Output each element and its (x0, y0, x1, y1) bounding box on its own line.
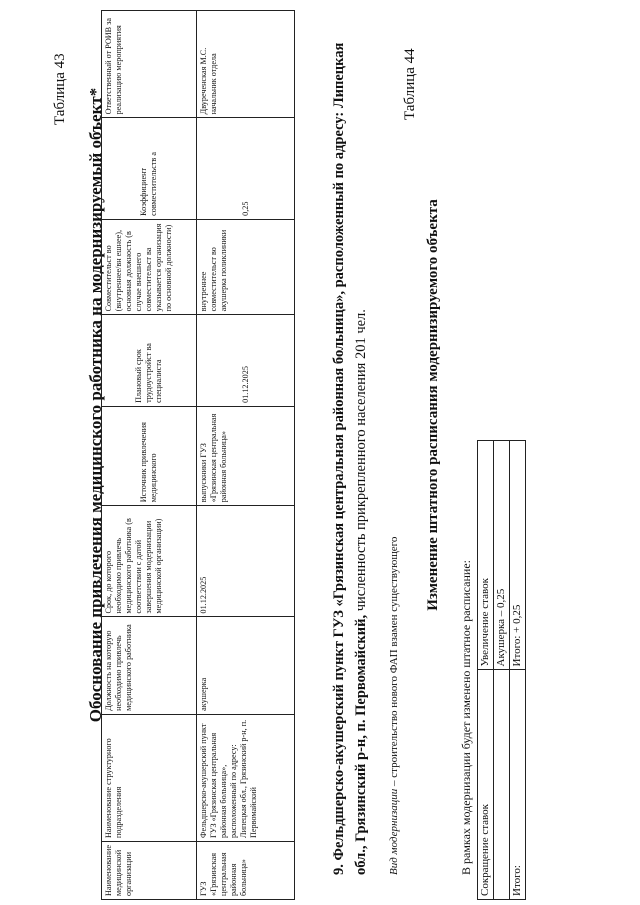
table-43-title: Обоснование привлечения медицинского работника на модернизируемый объект* (86, 87, 105, 723)
section-number: 9. (331, 864, 347, 875)
t43-header-cell: Коэффициент совместительств а (102, 118, 197, 219)
table-44-intro: В рамках модернизации будет изменено штатное расписание: (459, 560, 473, 875)
section-title: Фельдшерско-акушерский пункт ГУЗ «Грязинская центральная районная больница», расположенный по адресу: Липецкая обл., Грязинский р-н, п. Первомайский, (331, 42, 369, 875)
table-row (478, 441, 494, 900)
table-row (510, 441, 526, 900)
t44-cell (494, 670, 510, 900)
t43-header-cell: Срок, до которого необходимо привлечь медицинского работника (в соответствии с датой завершения модернизации медицинской организации) (102, 506, 197, 617)
modernization-label: Вид модернизации (388, 788, 400, 875)
t43-cell: ГУЗ «Грязинская центральная районная больница» (197, 841, 295, 899)
t43-cell: 01.12.2025 (197, 315, 295, 407)
t43-cell: выпускники ГУЗ «Грязинская центральная районная больница» (197, 406, 295, 505)
table-row (494, 441, 510, 900)
t43-header-cell: Должность на которую необходимо привлечь медицинского работника (102, 617, 197, 714)
modernization-type (388, 537, 400, 875)
t43-header-cell: Наименование структурного подразделения (102, 714, 197, 841)
t44-cell: Итого: + 0,25 (510, 441, 526, 671)
t43-cell: 01.12.2025 (197, 506, 295, 617)
table-43-header-row (102, 11, 197, 900)
table-44 (477, 440, 526, 900)
t43-cell: Фельдшерско-акушерский пункт ГУЗ «Грязинская центральная районная больница», расположенный по адресу: Липецкая обл., Грязинский р-н, п. Первомайский (197, 714, 295, 841)
table-43-label: Таблица 43 (52, 53, 68, 125)
section-population: численность прикрепленного населения 201 чел. (353, 309, 369, 612)
t43-header-cell: Плановый срок трудоустройст ва специалиста (102, 315, 197, 407)
section-heading (328, 25, 372, 875)
t43-header-cell: Ответственный от РОИВ за реализацию мероприятия (102, 11, 197, 118)
t43-header-cell: Источник привлечения медицинского (102, 406, 197, 505)
t43-header-cell: Наименование медицинской организации (102, 841, 197, 899)
t43-header-cell: Совместительст во (внутреннее/вн ешнее), основная должность (в случае внешнего совместительст ва указывается организация по основной должности) (102, 219, 197, 315)
modernization-value: – строительство нового ФАП взамен существующего (388, 536, 400, 786)
table-43 (101, 10, 295, 900)
t43-cell: Двуреченская М.С. начальник отдела (197, 11, 295, 118)
table-row (197, 11, 295, 900)
t44-cell: Итого: (510, 670, 526, 900)
table-44-label: Таблица 44 (402, 48, 418, 120)
table-44-title: Изменение штатного расписания модернизируемого объекта (425, 199, 441, 611)
t44-cell: Акушерка – 0,25 (494, 441, 510, 671)
t44-cell: Сокращение ставок (478, 670, 494, 900)
t44-cell: Увеличение ставок (478, 441, 494, 671)
t43-cell: внутреннее совместительст во акушерка поликлиники (197, 219, 295, 315)
t43-cell: акушерка (197, 617, 295, 714)
t43-cell: 0,25 (197, 118, 295, 219)
